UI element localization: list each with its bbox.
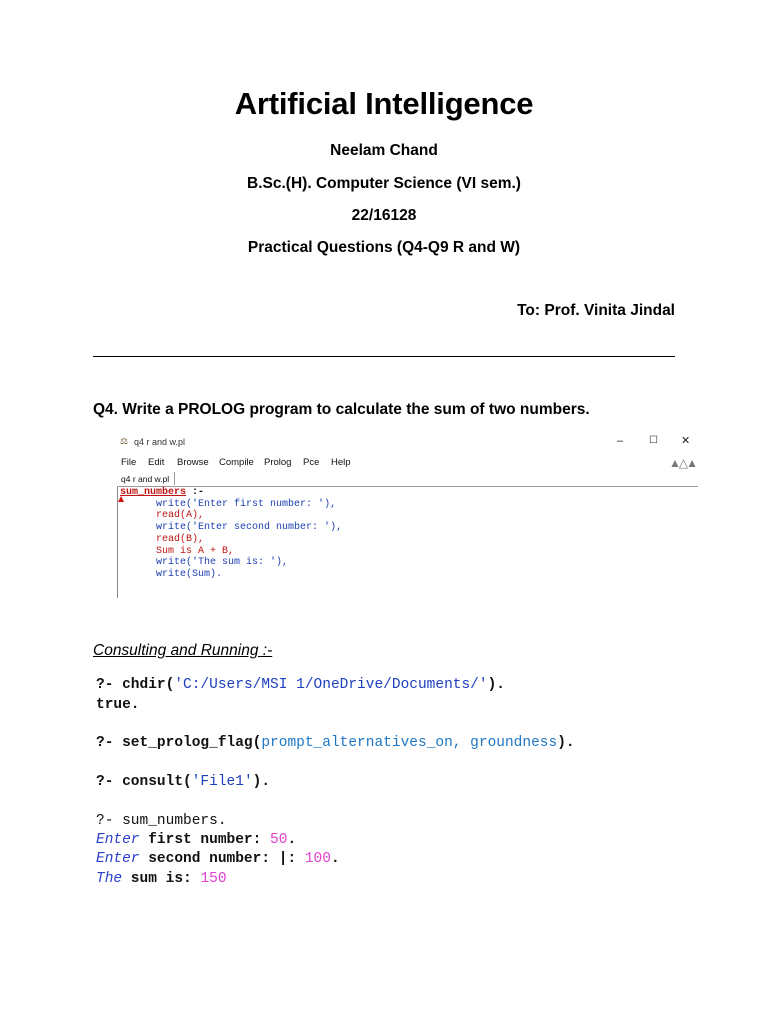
menu-pce[interactable]: Pce: [303, 457, 320, 468]
output-150: 150: [200, 871, 227, 887]
punct: ).: [557, 735, 575, 751]
code-sum: Sum is A + B,: [156, 545, 235, 557]
menu-file[interactable]: File: [121, 457, 137, 468]
code-write-2: write(: [156, 522, 193, 534]
menu-prolog[interactable]: Prolog: [264, 457, 292, 468]
prompt: ?-: [96, 774, 123, 790]
console-line-first: [96, 831, 296, 850]
out-enter: Enter: [96, 832, 140, 848]
punct: .: [330, 851, 340, 867]
prolog-source-code: [120, 487, 342, 581]
document-title: Artificial Intelligence: [234, 86, 534, 121]
out-sum-is: sum is:: [122, 871, 201, 887]
menu-help[interactable]: Help: [331, 457, 351, 468]
horizontal-divider: [93, 356, 675, 357]
pred-consult: consult(: [122, 774, 192, 790]
consult-heading: Consulting and Running :-: [93, 642, 273, 659]
close-icon[interactable]: ✕: [681, 435, 691, 447]
tab-file[interactable]: q4 r and w.pl: [117, 472, 175, 485]
console-line-query: [96, 812, 227, 831]
out-first-number: first number:: [139, 832, 271, 848]
punct: .: [287, 832, 297, 848]
punct: ).: [252, 774, 271, 790]
pred-set-flag: set_prolog_flag(: [122, 735, 262, 751]
menu-browse[interactable]: Browse: [177, 457, 209, 468]
arg-file: 'File1': [191, 774, 253, 790]
input-50: 50: [270, 832, 288, 848]
pred-chdir: chdir(: [122, 677, 175, 693]
code-area[interactable]: [117, 487, 699, 598]
clause-head: sum_numbers: [120, 487, 187, 498]
code-read-a: read(A),: [156, 510, 205, 522]
out-the: The: [96, 871, 123, 887]
author-name: Neelam Chand: [330, 142, 438, 159]
punct: ).: [487, 677, 505, 693]
question-q4: Q4. Write a PROLOG program to calculate the sum of two numbers.: [93, 401, 590, 418]
result-true: true.: [96, 697, 140, 713]
menu-compile[interactable]: Compile: [219, 457, 254, 468]
code-write-3: write(: [156, 557, 193, 569]
minimize-icon[interactable]: –: [617, 435, 624, 447]
course-name: B.Sc.(H). Computer Science (VI sem.): [247, 175, 521, 192]
swipl-app-icon: ⚖: [120, 436, 129, 446]
code-punct-2: ),: [330, 522, 343, 534]
code-read-b: read(B),: [156, 533, 205, 545]
prompt: ?-: [96, 677, 123, 693]
console-line-second: [96, 850, 340, 869]
roll-number: 22/16128: [351, 207, 417, 224]
code-punct-3: ),: [276, 557, 289, 569]
input-100: 100: [304, 851, 331, 867]
editor-window-title: q4 r and w.pl: [134, 437, 186, 447]
out-second-number: second number: |:: [139, 851, 305, 867]
code-string-2: 'Enter second number: ': [192, 522, 331, 534]
assignment-title: Practical Questions (Q4-Q9 R and W): [247, 239, 521, 256]
console-line-chdir: [96, 676, 505, 695]
prolog-editor-window: [117, 432, 698, 598]
code-write-1: write(: [156, 498, 193, 510]
code-string-1: 'Enter first number: ': [192, 498, 325, 510]
query-sum-numbers: ?- sum_numbers.: [96, 813, 227, 829]
recipient-line: To: Prof. Vinita Jindal: [517, 302, 675, 319]
maximize-icon[interactable]: ☐: [649, 435, 658, 446]
code-punct-1: ),: [324, 498, 337, 510]
arg-path: 'C:/Users/MSI 1/OneDrive/Documents/': [174, 677, 488, 693]
console-line-result: [96, 870, 227, 889]
console-line-flag: [96, 734, 575, 753]
editor-tab-row: [117, 472, 698, 487]
out-enter: Enter: [96, 851, 140, 867]
prolog-console-output: [96, 676, 656, 896]
editor-titlebar: [117, 432, 698, 452]
code-write-sum: write(Sum).: [156, 568, 223, 580]
prompt: ?-: [96, 735, 123, 751]
code-string-3: 'The sum is: ': [192, 557, 277, 569]
warning-marker-icon: [118, 496, 124, 502]
toolbar-nav-icons[interactable]: ▲△▲: [669, 456, 696, 470]
editor-menubar: [117, 454, 698, 472]
clause-neck: :-: [186, 487, 205, 498]
flag-args: prompt_alternatives_on, groundness: [261, 735, 558, 751]
console-line-consult: [96, 773, 270, 792]
console-line-true: [96, 696, 140, 715]
menu-edit[interactable]: Edit: [148, 457, 165, 468]
